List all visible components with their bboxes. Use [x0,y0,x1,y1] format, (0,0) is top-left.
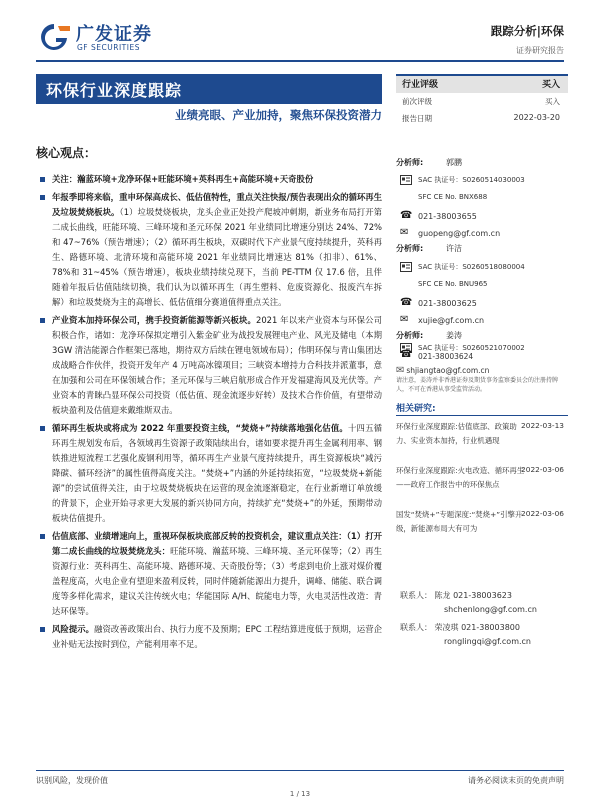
logo-subtext: GF SECURITIES [77,43,140,52]
related-research-divider [396,415,568,416]
gf-logo-icon [36,22,72,52]
analyst-email[interactable]: guopeng@gf.com.cn [418,229,501,238]
bullet-icon [40,534,45,539]
email-icon: ✉ [400,227,409,238]
bullet-icon [40,426,45,431]
header-divider [36,60,564,62]
phone-icon: ☎ [400,210,413,221]
id-card-icon [400,175,412,185]
analyst-sac: SAC 执证号：S0260521070002 [418,344,525,352]
key-point: 估值底部、业绩增速向上，重视环保板块底部反转的投资机会，建议重点关注：（1）打开第二成长曲线的垃圾焚烧龙头：旺能环境、瀚蓝环境、三峰环境、圣元环保等；（2）再生资源行业：英科再生、高能环境、路德环境、天奇股份等；（3）考虑到电价上涨对煤价覆盖程度高，火电企业有望迎来盈利反转，同时伴随新能源出力提升，调峰、储能、联合调度等多样化需求，建议关注传统火电；华能国际 A/H、皖能电力等，火电灵活性改造：青达环保等。 [52,529,382,619]
analyst-email[interactable]: xujie@gf.com.cn [418,316,485,325]
phone-icon: ☎ [400,349,413,360]
contact-email[interactable]: ronglingqi@gf.com.cn [444,637,532,646]
key-point: 年报季即将来临，重申环保高成长、低估值特性，重点关注快报/预告表现出众的循环再生及垃圾焚烧板块。（1）垃圾焚烧板块，龙头企业正处投产爬坡冲刺期，新业务布局打开第二成长曲线，旺能环境、三峰环境和圣元环保 2021 年业绩同比增速分别达 24%、72%和 47~76%（预告增速）；（2）循环再生板块，双碳时代下产业景气度持续提升，英科再生、路德环境、北清环境和高能环境 2021 年业绩同比增速达 81%（扣非）、61%、78%和 31~45%（预告增速），板块业绩持续兑现下，当前 PE-TTM 仅 17.6 倍，且伴随着年报后估值陆续切换，我们认为以循环再生（再生塑料、危废资源化、报废汽车拆解）和垃圾焚烧为主的高增长、低估值细分赛道值得重点关注。 [52,190,382,310]
id-card-icon [400,262,412,272]
report-date-label: 报告日期 [402,114,432,123]
previous-rating-label: 前次评级 [402,97,432,106]
bullet-icon [40,177,45,182]
page-title: 环保行业深度跟踪 [46,81,183,100]
analyst-sac: SAC 执证号：S0260514030003 [418,176,525,184]
related-item-title[interactable]: 环保行业深度跟踪:估值底部、政策助力、实业资本加持，行业机遇现 [396,422,517,445]
analyst-name: 郭鹏 [446,158,462,167]
bullet-icon [40,318,45,323]
report-category: 跟踪分析|环保 [490,24,564,38]
analyst-phone: 021-38003625 [418,299,477,308]
analyst-email[interactable]: shjiangtao@gf.com.cn [406,366,490,375]
analyst-phone: 021-38003624 [418,352,474,361]
related-item-date: 2022-03-06 [521,509,564,518]
page-subtitle: 业绩亮眼、产业加持，聚焦环保投资潜力 [175,108,382,122]
analyst-label: 分析师: [396,331,424,340]
analyst-sfc: SFC CE No. BNX688 [418,193,488,201]
analyst-name: 许洁 [446,244,462,253]
previous-rating-value: 买入 [545,97,560,106]
contact-email[interactable]: shchenlong@gf.com.cn [444,605,537,614]
analyst-label: 分析师: [396,158,424,167]
logo-text: 广发证券 [76,24,152,45]
report-date-value: 2022-03-20 [513,113,560,122]
key-point: 产业资本加持环保公司，携手投资新能源等新兴板块。2021 年以来产业资本与环保公司积极合作，诸如：龙净环保拟定增引入紫金矿业为战投发展锂电产业、风光及储电（本期 3GW 清洁能源合作框架已落地，期待双方后续在锂电领域布局）；伟明环保与青山集团达成战略合作伙伴，投资开发年产 4 万吨高冰镍项目；三峡资本增持力合科技并派董事，意在加强和公司在环保领域合作；圣元环保与三峡启航形成合作开发福建海风及光伏等。产业资本的青睐凸显环保公司投资（低估值、现金流逐步好转）及技术合作价值，有望带动板块盈利及估值迎来戴维斯双击。 [52,313,382,418]
email-icon: ✉ [396,365,405,376]
analyst-name: 姜涛 [446,331,462,340]
bullet-icon [40,195,45,200]
analyst-phone: 021-38003655 [418,212,477,221]
analyst-disclaimer: ✉ shjiangtao@gf.com.cn 请注意，姜涛并非香港证券及期货事务监察委员会的注册持牌人，不可在香港从事受监管活动。 [396,365,559,393]
rating-value: 买入 [541,80,560,90]
related-research-title: 相关研究: [396,404,436,414]
analyst-label: 分析师: [396,244,424,253]
related-item-date: 2022-03-06 [521,465,564,474]
bullet-icon [40,627,45,632]
key-points-heading: 核心观点： [36,146,97,160]
analyst-sac: SAC 执证号：S0260518080004 [418,263,525,271]
key-point: 风险提示。融资改善政策出台、执行力度不及预期；EPC 工程结算进度低于预期，运营企业补贴无法按时到位，产能利用率不足。 [52,622,382,652]
report-type: 证券研究报告 [516,46,564,55]
contact-name: 联系人： 陈龙 021-38003623 [400,591,512,600]
key-point: 循环再生板块或将成为 2022 年重要投资主线，“焚烧+”持续落地强化估值。十四五循环再生规划发布后，各领域再生资源子政策陆续出台，诸如要求提升再生金属利用率、钢铁推进短流程工艺强化废钢利用等，循环再生产业景气度持续提升，再生资源板块“减污降碳、循环经济”的属性值得高度关注。“焚烧+”内涵的外延持续拓宽，“垃圾焚烧+新能源”的尝试值得关注，由于垃圾焚烧板块在运营的现金流逐渐稳定，在行业新增订单放缓的背景下，企业开始寻求更大发展的新兴协同方向，持续扩充“焚烧+”的外延，预期带动板块估值提升。 [52,421,382,526]
page-number: 1 / 13 [289,790,311,798]
related-item-title[interactable]: 国发“焚烧+”专题深度:“焚烧+”引擎升级，新能源布局大有可为 [396,510,523,533]
footer-divider [36,770,564,771]
key-points-list [52,172,382,655]
footer-slogan: 识别风险，发现价值 [36,776,108,785]
email-icon: ✉ [400,314,409,325]
phone-icon: ☎ [400,297,413,308]
analyst-sfc: SFC CE No. BNU965 [418,280,488,288]
rating-label: 行业评级 [402,80,439,90]
key-point: 关注：瀚蓝环境+龙净环保+旺能环境+英科再生+高能环境+天奇股份 [52,172,382,187]
related-item-title[interactable]: 环保行业深度跟踪:火电改造、循环再生——政府工作报告中的环保焦点 [396,466,525,489]
footer-disclaimer: 请务必阅读末页的免责声明 [468,776,564,785]
contact-name: 联系人： 荣凌琪 021-38003800 [400,623,520,632]
related-item-date: 2022-03-13 [521,421,564,430]
